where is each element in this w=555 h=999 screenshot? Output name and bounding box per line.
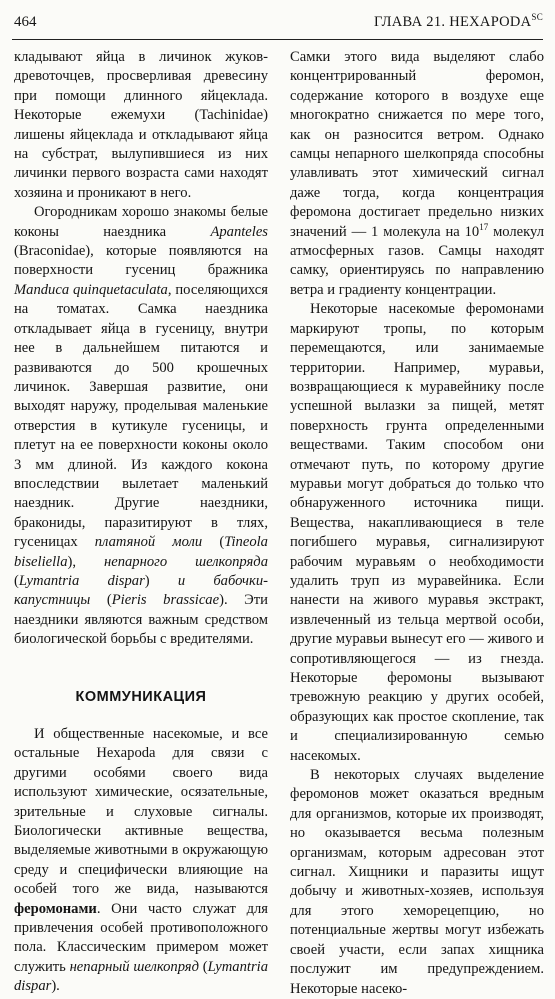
latin-name: Lymantria dispar bbox=[14, 958, 268, 995]
latin-name: Apanteles bbox=[210, 223, 268, 240]
text-run: ). Эти наездники являются важным средством биологической борьбы с вредителями. bbox=[14, 592, 268, 648]
right-column bbox=[290, 48, 544, 999]
text-run: ( bbox=[198, 958, 208, 975]
latin-name: Manduca quinquetaculata bbox=[14, 281, 168, 298]
paragraph bbox=[14, 203, 268, 649]
header-rule bbox=[12, 39, 543, 40]
text-run: ), bbox=[67, 553, 104, 570]
page-number: 464 bbox=[14, 14, 37, 30]
latin-name: Pieris brassicae bbox=[111, 592, 220, 609]
text-run: Самки этого вида выделяют слабо концентрированный феромон, содержание которого в воздухе еще многократно снижается по мере того, как он разносится ветром. Однако самцы непарного шелкопряда способны улавливать этот химический сигнал даже тогда, когда концентрация феромона достигает предельно низких значений — 1 молекула на 10 bbox=[290, 49, 544, 240]
paragraph: В некоторых случаях выделение феромонов может оказаться вредным для организмов, которые их производят, но оказывается весьма полезным организмам, которым адресован этот сигнал. Хищники и паразиты ищут добычу и животных-хозяев, используя для этого хеморецепцию, но потенциальные жертвы могут избежать своей участи, если запах хищника послужит им предупреждением. Некоторые насеко- bbox=[290, 767, 544, 997]
text-run: молекул атмосферных газов. Самцы находят самку, ориентируясь по направлению ветра и градиенту концентрации. bbox=[290, 223, 544, 298]
section-heading: КОММУНИКАЦИЯ bbox=[75, 688, 207, 705]
exponent: 17 bbox=[479, 221, 489, 232]
text-run: ( bbox=[90, 592, 112, 609]
text-run: Огородникам хорошо знакомы белые коконы наездника bbox=[14, 204, 268, 240]
latin-name: Lymantria dispar bbox=[18, 572, 145, 589]
paragraph: Некоторые насекомые феромонами маркируют тропы, по которым перемещаются, или занимаемые территории. Например, муравьи, возвращающиеся к муравейнику после успешной вылазки за пищей, метят поверхность грунта определенными веществами. Таким способом они отмечают путь, по которому другие муравьи могут добраться до только что обнаруженного источника пищи. Вещества, накапливающиеся в теле погибшего муравья, сигнализируют рабочим муравьям о необходимости удалить труп из муравейника. Если нанести на живого муравья экстракт, извлеченный из тельца мертвой особи, другие муравьи вынесут его — живого и сопротивляющегося — из гнезда. Некоторые феромоны вызывают тревожную реакцию у других особей, образующих как простое скопление, так и специализированную семью насекомых. bbox=[290, 301, 544, 764]
text-run: . Они часто служат для привлечения особей противоположного пола. Классическим примером может служить bbox=[14, 900, 268, 975]
term: феромонами bbox=[14, 900, 97, 917]
common-name: непарный шелкопряд bbox=[69, 958, 199, 975]
common-name: платяной моли bbox=[94, 534, 203, 551]
latin-name: Tineola biseliella bbox=[14, 534, 268, 570]
text-run: (Braconidae), которые появляются на поверхности гусениц бражника bbox=[14, 243, 268, 279]
paragraph bbox=[14, 725, 268, 997]
chapter-title: ГЛАВА 21. HEXAPODA bbox=[374, 14, 532, 30]
text-run: ) bbox=[144, 572, 178, 589]
common-name: и бабочки-капустницы bbox=[14, 572, 268, 609]
paragraph bbox=[290, 48, 544, 300]
text-run: ). bbox=[51, 978, 60, 995]
text-run: , поселяющихся на томатах. Самка наездника откладывает яйца в гусеницу, внутри нее в дальнейшем питаются и развиваются до 500 крошечных личинок. Завершая развитие, они выходят наружу, проделывая маленькие отверстия в кутикуле гусеницы, и плетут на ее поверхности коконы около 3 мм длиной. Из каждого кокона впоследствии вылетает маленький наездник. Другие наездники, бракониды, паразитируют в тлях, гусеницах bbox=[14, 281, 268, 551]
running-head bbox=[374, 14, 543, 31]
common-name: непарного шелкопряда bbox=[103, 553, 268, 570]
text-run: И общественные насекомые, и все остальные Hexapoda для связи с другими особями своего вида используют химические, осязательные, зрительные и слуховые сигналы. Биологически активные вещества, выделяемые животными в окружающую среду и специфически влияющие на особей того же вида, называются bbox=[14, 726, 268, 898]
paragraph: кладывают яйца в личинок жуков-древоточцев, просверливая древесину при помощи длинного яйцеклада. Некоторые ежемухи (Tachinidae) лишены яйцеклада и откладывают яйца на субстрат, вылупившиеся из них личинки первого возраста сами находят хозяина и проникают в него. bbox=[14, 49, 268, 201]
page-header bbox=[12, 14, 543, 36]
chapter-superscript: SC bbox=[531, 12, 543, 23]
text-run: ( bbox=[202, 534, 225, 551]
left-column bbox=[14, 48, 268, 997]
text-run: ( bbox=[14, 572, 19, 589]
